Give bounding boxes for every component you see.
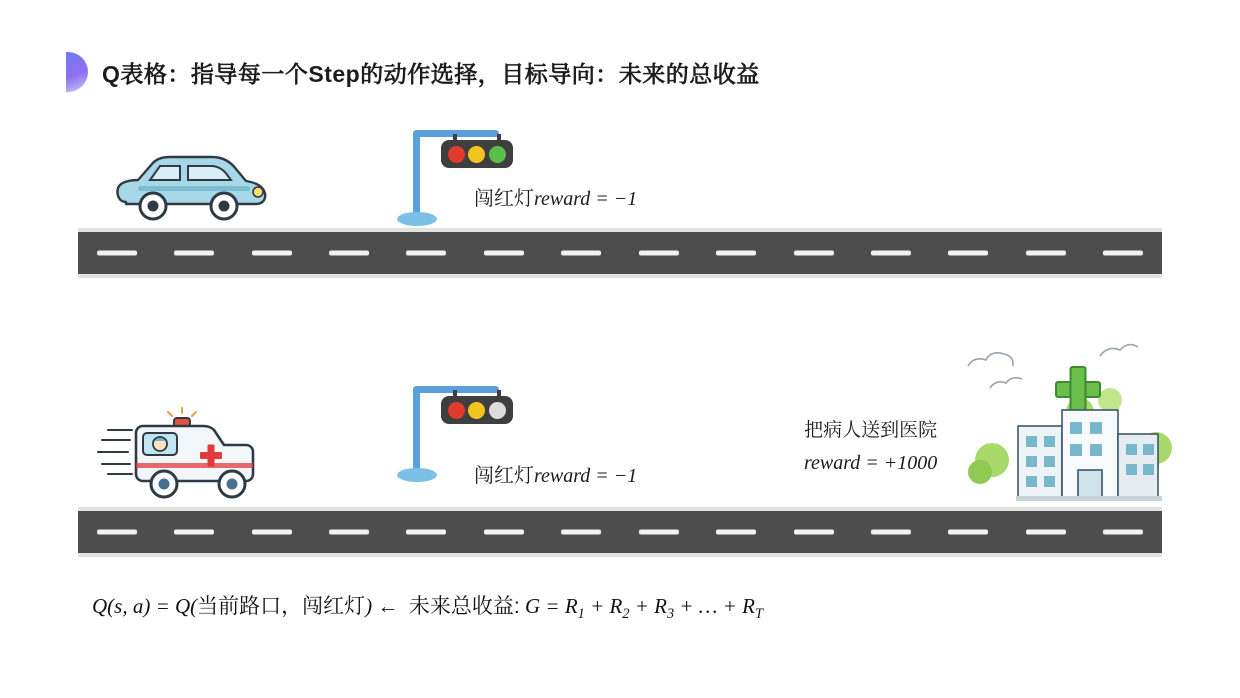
formula-action: 闯红灯	[302, 595, 366, 618]
road-dash	[871, 251, 911, 256]
traffic-light-base	[397, 468, 437, 482]
formula-close-paren: )	[365, 594, 373, 618]
red-lamp-icon	[448, 146, 465, 163]
hospital-label-line1: 把病人送到医院	[804, 420, 938, 441]
road-dash	[716, 251, 756, 256]
car-illustration	[108, 150, 278, 230]
road-dash	[174, 251, 214, 256]
reward-label-top-cn: 闯红灯	[474, 188, 534, 210]
road-dash	[484, 251, 524, 256]
reward-label-top-math: reward = −1	[534, 188, 638, 210]
road-dash	[484, 530, 524, 535]
road-dash	[561, 530, 601, 535]
red-lamp-icon	[448, 402, 465, 419]
traffic-light-base	[397, 212, 437, 226]
road-dash	[252, 530, 292, 535]
yellow-lamp-icon	[468, 146, 485, 163]
formula-goal-label: 未来总收益:	[408, 595, 520, 618]
page-title: Q表格：指导每一个Step的动作选择，目标导向：未来的总收益	[102, 60, 760, 87]
road-dash	[97, 251, 137, 256]
road-dash	[561, 251, 601, 256]
road-bottom	[78, 507, 1162, 557]
road-dash	[329, 530, 369, 535]
traffic-light-pole	[413, 130, 420, 218]
title-bullet-icon	[66, 52, 88, 92]
slide-title	[66, 52, 760, 92]
traffic-light-housing	[441, 396, 513, 424]
road-dash	[406, 530, 446, 535]
reward-label-bottom	[474, 459, 637, 488]
road-top-dashes	[78, 251, 1162, 256]
formula-lhs: Q(s, a) = Q(	[92, 594, 198, 618]
road-dash	[871, 530, 911, 535]
road-dash	[716, 530, 756, 535]
road-dash	[174, 530, 214, 535]
road-top	[78, 228, 1162, 278]
road-dash	[406, 251, 446, 256]
road-dash	[1026, 530, 1066, 535]
hospital-illustration	[960, 340, 1175, 515]
road-dash	[1026, 251, 1066, 256]
road-dash	[948, 530, 988, 535]
yellow-lamp-icon	[468, 402, 485, 419]
traffic-light-pole	[413, 386, 420, 474]
road-dash	[97, 530, 137, 535]
formula-arrow-icon: ←	[377, 595, 399, 618]
road-dash	[948, 251, 988, 256]
road-dash	[794, 251, 834, 256]
road-dash	[329, 251, 369, 256]
traffic-light-housing	[441, 140, 513, 168]
reward-label-top	[474, 182, 637, 211]
road-bottom-dashes	[78, 530, 1162, 535]
hospital-reward-label	[804, 415, 937, 475]
reward-label-bottom-math: reward = −1	[534, 465, 638, 487]
green-lamp-icon	[489, 402, 506, 419]
hospital-label-line2: reward = +1000	[804, 452, 938, 474]
formula-return-expression: $G = R_1 + R_2 + R_3$ + … + $R_T$	[525, 594, 763, 623]
road-dash	[639, 530, 679, 535]
road-dash	[794, 530, 834, 535]
reward-label-bottom-cn: 闯红灯	[474, 465, 534, 487]
road-dash	[1103, 251, 1143, 256]
ambulance-illustration	[96, 400, 286, 510]
road-dash	[639, 251, 679, 256]
road-dash	[252, 251, 292, 256]
formula-state: 当前路口	[197, 595, 282, 618]
green-lamp-icon	[489, 146, 506, 163]
formula-separator: ，	[281, 595, 303, 618]
road-dash	[1103, 530, 1143, 535]
traffic-light-top	[405, 126, 525, 236]
q-value-formula	[92, 590, 763, 623]
